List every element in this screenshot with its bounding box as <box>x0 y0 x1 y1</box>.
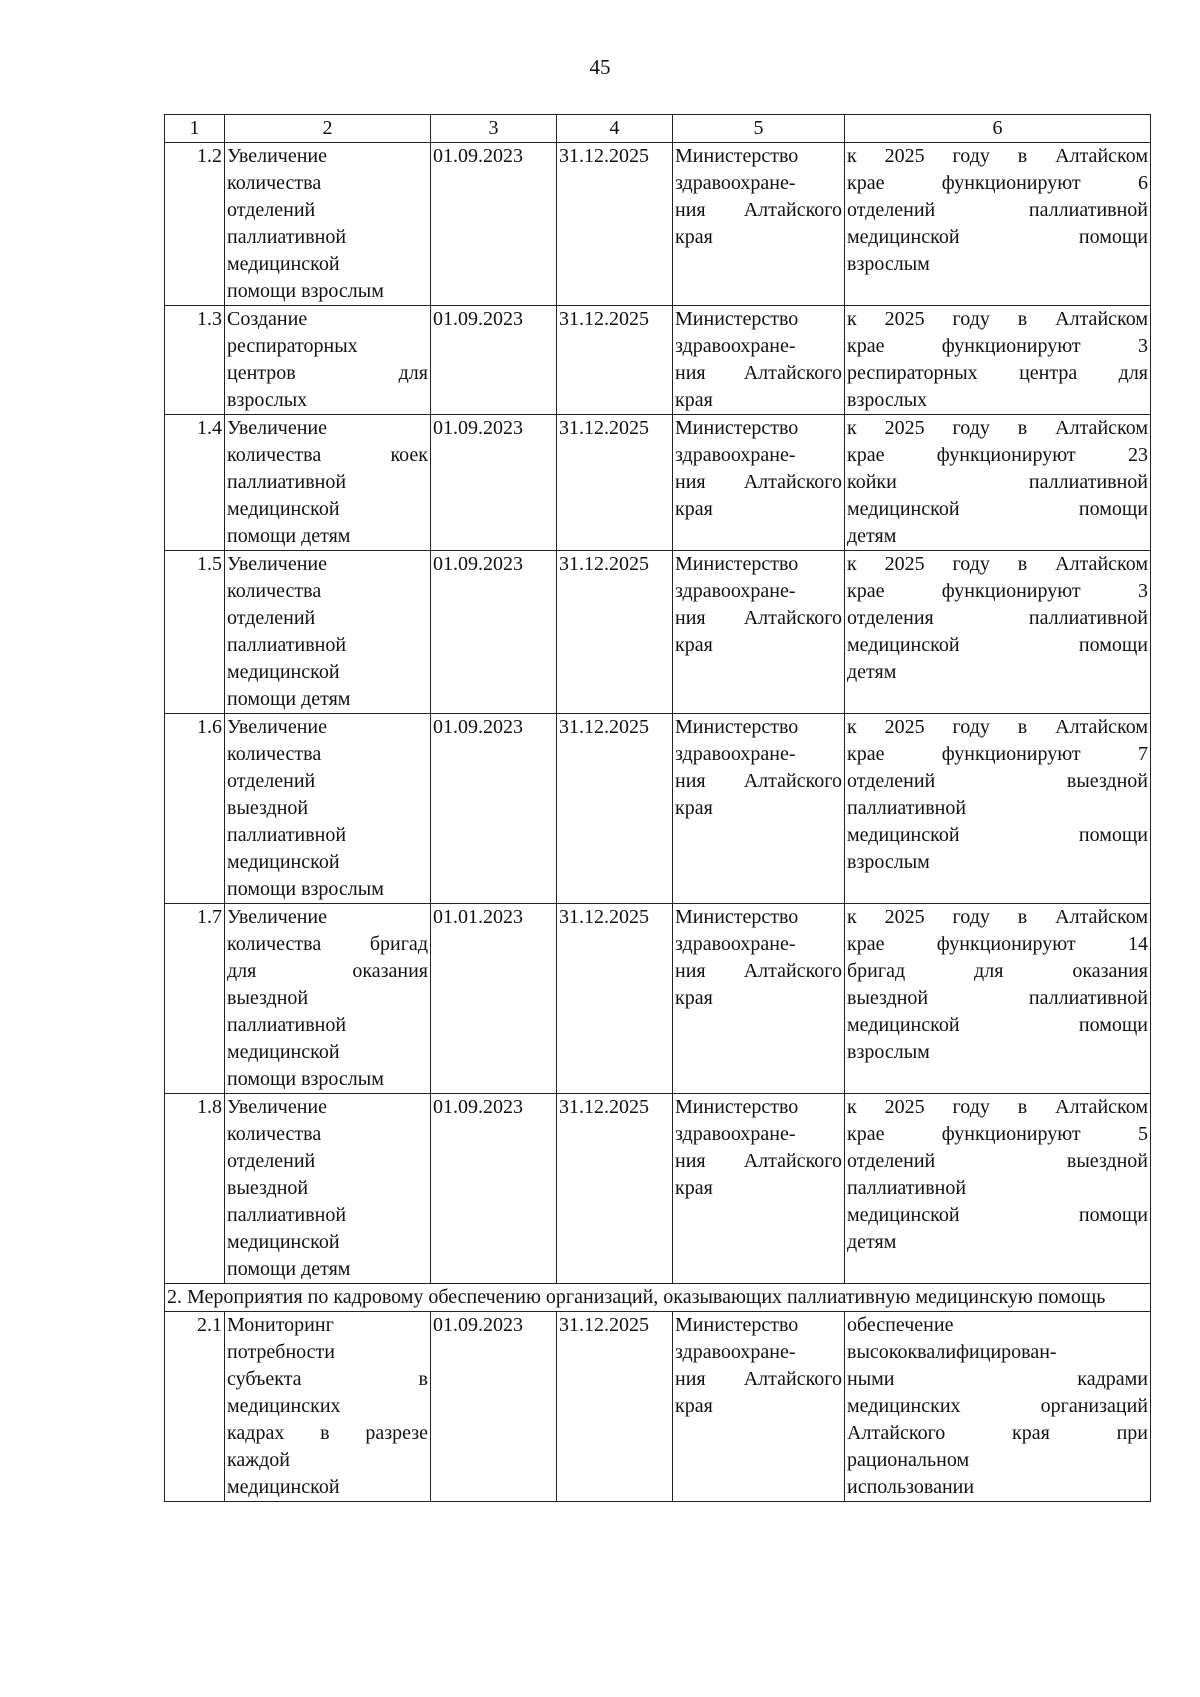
cell-line: отделений выездной <box>847 1150 1148 1172</box>
cell-line: здравоохране- <box>675 335 796 357</box>
cell-line: крае функционируют 23 <box>847 444 1148 466</box>
cell-line: края <box>675 634 713 656</box>
cell-line: ния Алтайского <box>675 1150 842 1172</box>
cell-line: количества <box>227 580 322 602</box>
cell-line: отделений <box>227 770 316 792</box>
cell-line: паллиативной <box>227 471 347 493</box>
start-date: 01.09.2023 <box>431 1094 557 1284</box>
activity-name <box>225 1312 431 1502</box>
cell-line: отделений <box>227 1150 316 1172</box>
cell-line: потребности <box>227 1341 335 1363</box>
cell-line: помощи взрослым <box>227 280 384 302</box>
cell-line: крае функционируют 6 <box>847 172 1148 194</box>
row-number: 1.4 <box>165 415 225 551</box>
end-date: 31.12.2025 <box>557 551 673 714</box>
cell-line: здравоохране- <box>675 580 796 602</box>
cell-line: к 2025 году в Алтайском <box>847 553 1148 575</box>
row-number: 2.1 <box>165 1312 225 1502</box>
expected-result <box>845 551 1151 714</box>
expected-result <box>845 904 1151 1094</box>
end-date: 31.12.2025 <box>557 1094 673 1284</box>
expected-result <box>845 714 1151 904</box>
column-header: 5 <box>673 115 845 143</box>
expected-result <box>845 143 1151 306</box>
cell-line: крае функционируют 14 <box>847 933 1148 955</box>
cell-line: крае функционируют 3 <box>847 580 1148 602</box>
column-header: 1 <box>165 115 225 143</box>
cell-line: ния Алтайского <box>675 770 842 792</box>
cell-line: медицинской <box>227 253 340 275</box>
cell-line: Увеличение <box>227 1096 328 1118</box>
cell-line: паллиативной <box>847 1177 967 1199</box>
cell-line: взрослым <box>847 1041 930 1063</box>
row-number: 1.6 <box>165 714 225 904</box>
cell-line: здравоохране- <box>675 1123 796 1145</box>
executor <box>673 415 845 551</box>
expected-result <box>845 1094 1151 1284</box>
cell-line: количества <box>227 743 322 765</box>
end-date: 31.12.2025 <box>557 1312 673 1502</box>
cell-line: отделений выездной <box>847 770 1148 792</box>
cell-line: медицинской помощи <box>847 824 1148 846</box>
activity-name <box>225 415 431 551</box>
cell-line: взрослым <box>847 253 930 275</box>
activity-name <box>225 1094 431 1284</box>
column-header: 3 <box>431 115 557 143</box>
cell-line: детям <box>847 525 897 547</box>
cell-line: взрослым <box>847 851 930 873</box>
row-number: 1.8 <box>165 1094 225 1284</box>
cell-line: края <box>675 226 713 248</box>
cell-line: медицинской <box>227 1476 340 1498</box>
cell-line: медицинской помощи <box>847 498 1148 520</box>
cell-line: взрослых <box>227 389 308 411</box>
cell-line: Мониторинг <box>227 1314 334 1336</box>
activity-name <box>225 143 431 306</box>
cell-line: ния Алтайского <box>675 960 842 982</box>
cell-line: Министерство <box>675 716 799 738</box>
cell-line: Увеличение <box>227 145 328 167</box>
cell-line: края <box>675 1395 713 1417</box>
cell-line: медицинской <box>227 661 340 683</box>
expected-result <box>845 1312 1151 1502</box>
cell-line: медицинской помощи <box>847 1204 1148 1226</box>
section-row <box>165 1284 1151 1312</box>
cell-line: помощи детям <box>227 688 351 710</box>
table-body <box>165 143 1151 1502</box>
cell-line: выездной <box>227 797 309 819</box>
table-row <box>165 904 1151 1094</box>
table-row <box>165 1312 1151 1502</box>
start-date: 01.09.2023 <box>431 143 557 306</box>
cell-line: кадрах в разрезе <box>227 1422 428 1444</box>
cell-line: отделений <box>227 199 316 221</box>
executor <box>673 551 845 714</box>
cell-line: для оказания <box>227 960 428 982</box>
cell-line: респираторных <box>227 335 358 357</box>
start-date: 01.09.2023 <box>431 306 557 415</box>
cell-line: края <box>675 498 713 520</box>
cell-line: медицинской <box>227 498 340 520</box>
cell-line: медицинской <box>227 1041 340 1063</box>
table-row <box>165 1094 1151 1284</box>
start-date: 01.01.2023 <box>431 904 557 1094</box>
cell-line: паллиативной <box>847 797 967 819</box>
cell-line: медицинских организаций <box>847 1395 1148 1417</box>
cell-line: субъекта в <box>227 1368 428 1390</box>
cell-line: ния Алтайского <box>675 1368 842 1390</box>
cell-line: ния Алтайского <box>675 607 842 629</box>
cell-line: отделений паллиативной <box>847 199 1148 221</box>
table-row <box>165 143 1151 306</box>
cell-line: помощи детям <box>227 1258 351 1280</box>
cell-line: Создание <box>227 308 308 330</box>
cell-line: помощи взрослым <box>227 1068 384 1090</box>
cell-line: края <box>675 1177 713 1199</box>
cell-line: каждой <box>227 1449 290 1471</box>
cell-line: отделения паллиативной <box>847 607 1148 629</box>
cell-line: паллиативной <box>227 1204 347 1226</box>
cell-line: края <box>675 987 713 1009</box>
start-date: 01.09.2023 <box>431 1312 557 1502</box>
cell-line: выездной <box>227 1177 309 1199</box>
activities-table <box>164 114 1151 1502</box>
cell-line: Увеличение <box>227 553 328 575</box>
cell-line: здравоохране- <box>675 933 796 955</box>
cell-line: Увеличение <box>227 417 328 439</box>
table-row <box>165 306 1151 415</box>
column-header: 4 <box>557 115 673 143</box>
activity-name <box>225 551 431 714</box>
cell-line: к 2025 году в Алтайском <box>847 906 1148 928</box>
page-number: 45 <box>589 55 611 79</box>
cell-line: ния Алтайского <box>675 362 842 384</box>
cell-line: здравоохране- <box>675 743 796 765</box>
cell-line: Министерство <box>675 1096 799 1118</box>
cell-line: высококвалифицирован- <box>847 1341 1057 1363</box>
cell-line: крае функционируют 5 <box>847 1123 1148 1145</box>
cell-line: использовании <box>847 1476 975 1498</box>
cell-line: медицинских <box>227 1395 341 1417</box>
cell-line: паллиативной <box>227 824 347 846</box>
start-date: 01.09.2023 <box>431 551 557 714</box>
cell-line: паллиативной <box>227 226 347 248</box>
cell-line: паллиативной <box>227 1014 347 1036</box>
cell-line: медицинской <box>227 851 340 873</box>
start-date: 01.09.2023 <box>431 714 557 904</box>
cell-line: Министерство <box>675 906 799 928</box>
end-date: 31.12.2025 <box>557 904 673 1094</box>
cell-line: взрослых <box>847 389 928 411</box>
table-row <box>165 551 1151 714</box>
cell-line: количества <box>227 172 322 194</box>
activity-name <box>225 904 431 1094</box>
executor <box>673 143 845 306</box>
row-number: 1.2 <box>165 143 225 306</box>
end-date: 31.12.2025 <box>557 714 673 904</box>
cell-line: Министерство <box>675 145 799 167</box>
cell-line: медицинской помощи <box>847 1014 1148 1036</box>
executor <box>673 306 845 415</box>
executor <box>673 904 845 1094</box>
cell-line: Увеличение <box>227 906 328 928</box>
activity-name <box>225 714 431 904</box>
cell-line: выездной паллиативной <box>847 987 1148 1009</box>
cell-line: отделений <box>227 607 316 629</box>
cell-line: здравоохране- <box>675 444 796 466</box>
column-header: 2 <box>225 115 431 143</box>
cell-line: к 2025 году в Алтайском <box>847 308 1148 330</box>
cell-line: ными кадрами <box>847 1368 1148 1390</box>
end-date: 31.12.2025 <box>557 143 673 306</box>
end-date: 31.12.2025 <box>557 415 673 551</box>
row-number: 1.3 <box>165 306 225 415</box>
cell-line: выездной <box>227 987 309 1009</box>
cell-line: здравоохране- <box>675 172 796 194</box>
cell-line: количества коек <box>227 444 428 466</box>
cell-line: Алтайского края при <box>847 1422 1148 1444</box>
executor <box>673 1312 845 1502</box>
cell-line: Министерство <box>675 308 799 330</box>
executor <box>673 714 845 904</box>
row-number: 1.5 <box>165 551 225 714</box>
table-row <box>165 714 1151 904</box>
executor <box>673 1094 845 1284</box>
cell-line: к 2025 году в Алтайском <box>847 417 1148 439</box>
cell-line: к 2025 году в Алтайском <box>847 145 1148 167</box>
cell-line: Министерство <box>675 553 799 575</box>
cell-line: паллиативной <box>227 634 347 656</box>
cell-line: здравоохране- <box>675 1341 796 1363</box>
end-date: 31.12.2025 <box>557 306 673 415</box>
cell-line: Министерство <box>675 1314 799 1336</box>
row-number: 1.7 <box>165 904 225 1094</box>
cell-line: обеспечение <box>847 1314 954 1336</box>
section-heading: 2. Мероприятия по кадровому обеспечению организаций, оказывающих паллиативную медицинскую помощь <box>165 1284 1151 1312</box>
cell-line: центров для <box>227 362 428 384</box>
cell-line: к 2025 году в Алтайском <box>847 716 1148 738</box>
header-row <box>165 115 1151 143</box>
cell-line: медицинской <box>227 1231 340 1253</box>
cell-line: Увеличение <box>227 716 328 738</box>
expected-result <box>845 306 1151 415</box>
cell-line: ния Алтайского <box>675 199 842 221</box>
cell-line: помощи взрослым <box>227 878 384 900</box>
cell-line: края <box>675 389 713 411</box>
expected-result <box>845 415 1151 551</box>
cell-line: Министерство <box>675 417 799 439</box>
column-header: 6 <box>845 115 1151 143</box>
cell-line: медицинской помощи <box>847 634 1148 656</box>
cell-line: детям <box>847 1231 897 1253</box>
cell-line: койки паллиативной <box>847 471 1148 493</box>
table-row <box>165 415 1151 551</box>
cell-line: медицинской помощи <box>847 226 1148 248</box>
cell-line: к 2025 году в Алтайском <box>847 1096 1148 1118</box>
cell-line: помощи детям <box>227 525 351 547</box>
cell-line: количества <box>227 1123 322 1145</box>
cell-line: крае функционируют 7 <box>847 743 1148 765</box>
activity-name <box>225 306 431 415</box>
cell-line: респираторных центра для <box>847 362 1148 384</box>
cell-line: детям <box>847 661 897 683</box>
cell-line: рациональном <box>847 1449 970 1471</box>
cell-line: ния Алтайского <box>675 471 842 493</box>
cell-line: крае функционируют 3 <box>847 335 1148 357</box>
cell-line: бригад для оказания <box>847 960 1148 982</box>
cell-line: края <box>675 797 713 819</box>
start-date: 01.09.2023 <box>431 415 557 551</box>
cell-line: количества бригад <box>227 933 428 955</box>
